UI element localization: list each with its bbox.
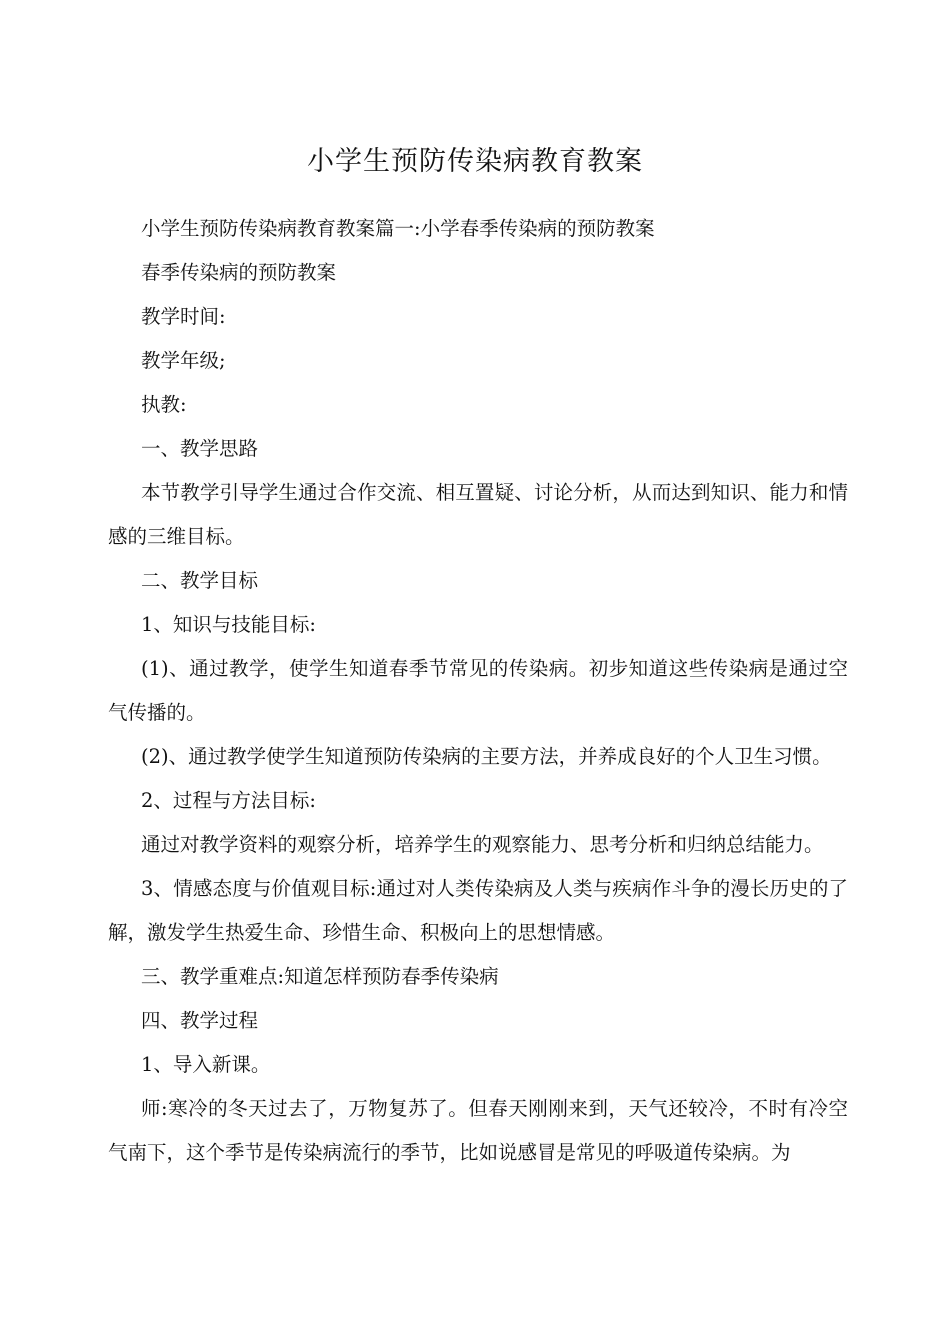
paragraph: (2)、通过教学使学生知道预防传染病的主要方法，并养成良好的个人卫生习惯。 — [141, 745, 832, 768]
section-heading: 二、教学目标 — [141, 569, 259, 592]
paragraph: (1)、通过教学，使学生知道春季节常见的传染病。初步知道这些传染病是通过空气传播的。 — [108, 657, 848, 724]
paragraph: 通过对教学资料的观察分析，培养学生的观察能力、思考分析和归纳总结能力。 — [141, 833, 824, 856]
document-title: 小学生预防传染病教育教案 — [307, 146, 643, 177]
paragraph: 3、情感态度与价值观目标:通过对人类传染病及人类与疾病作斗争的漫长历史的了解，激发学生热爱生命、珍惜生命、积极向上的思想情感。 — [108, 877, 848, 944]
document-body — [108, 207, 848, 1175]
paragraph: 本节教学引导学生通过合作交流、相互置疑、讨论分析，从而达到知识、能力和情感的三维目标。 — [108, 481, 848, 548]
paragraph: 教学年级; — [141, 349, 226, 372]
paragraph: 小学生预防传染病教育教案篇一:小学春季传染病的预防教案 — [141, 217, 655, 240]
section-heading: 四、教学过程 — [141, 1009, 259, 1032]
subsection-heading: 1、知识与技能目标: — [141, 613, 316, 636]
paragraph: 春季传染病的预防教案 — [141, 261, 337, 284]
section-heading: 一、教学思路 — [141, 437, 259, 460]
paragraph: 师:寒冷的冬天过去了，万物复苏了。但春天刚刚来到，天气还较冷，不时有冷空气南下，这个季节是传染病流行的季节，比如说感冒是常见的呼吸道传染病。为 — [108, 1097, 848, 1164]
subsection-heading: 2、过程与方法目标: — [141, 789, 316, 812]
paragraph: 教学时间: — [141, 305, 226, 328]
section-heading: 三、教学重难点:知道怎样预防春季传染病 — [141, 965, 499, 988]
subsection-heading: 1、导入新课。 — [141, 1053, 271, 1076]
paragraph: 执教: — [141, 393, 187, 416]
